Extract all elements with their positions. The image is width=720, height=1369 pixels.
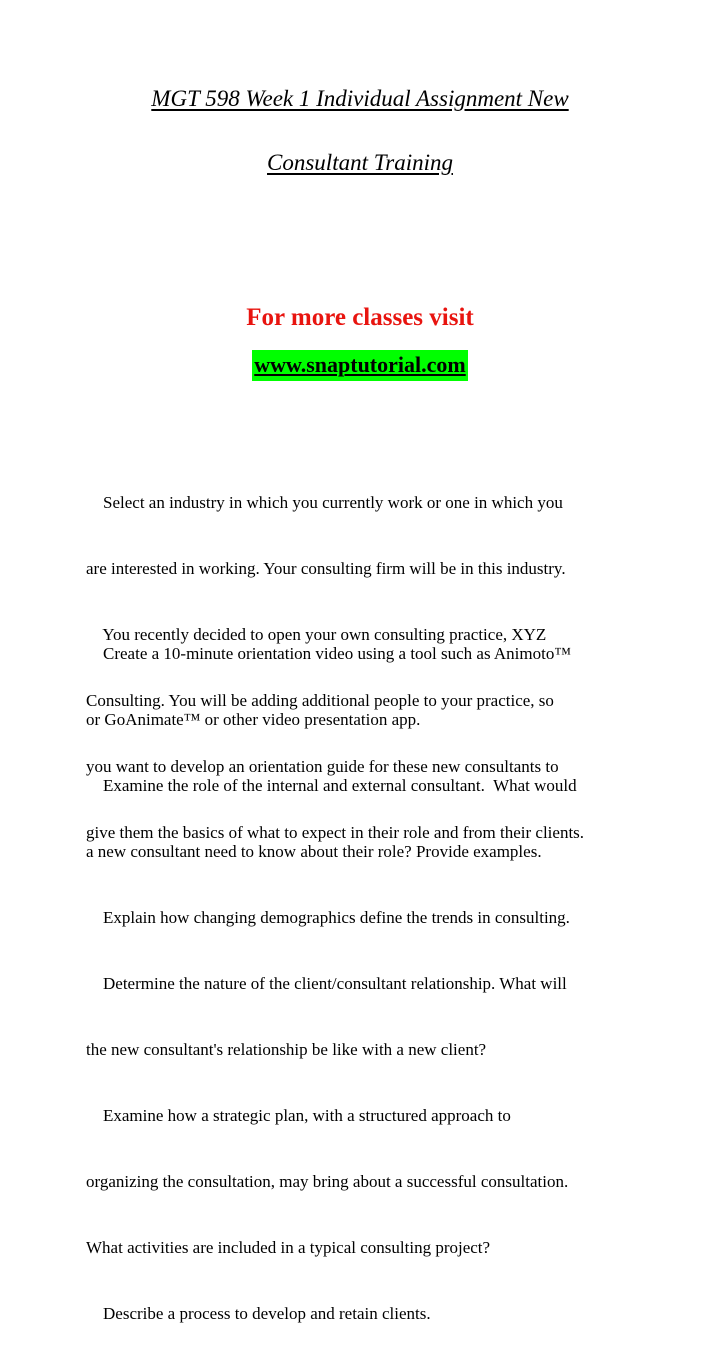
text-line: give them the basics of what to expect in their role and from their clients. [86,823,585,842]
text-line: the new consultant's relationship be like with a new client? [86,1040,487,1059]
document-title-line-2: Consultant Training [267,150,453,175]
instructions-paragraph-2 [86,599,706,1369]
text-line: a new consultant need to know about their role? Provide examples. [86,842,542,861]
text-line: Examine the role of the internal and external consultant. What would [86,776,577,795]
text-line: Describe a process to develop and retain clients. [86,1304,431,1323]
text-line: What activities are included in a typical consulting project? [86,1238,491,1257]
promo-website-link[interactable]: www.snaptutorial.com [252,350,467,381]
text-line: organizing the consultation, may bring about a successful consultation. [86,1172,569,1191]
text-line: you want to develop an orientation guide for these new consultants to [86,757,559,776]
promo-heading: For more classes visit [246,304,474,331]
text-line: Select an industry in which you currently work or one in which you [86,493,563,512]
text-line: Explain how changing demographics define the trends in consulting. [86,908,570,927]
text-line: Create a 10-minute orientation video using a tool such as Animoto™ [86,644,572,663]
text-line: are interested in working. Your consulting firm will be in this industry. [86,559,566,578]
text-line: Consulting. You will be adding additional people to your practice, so [86,691,554,710]
promo-link-container [0,350,720,381]
text-line: Determine the nature of the client/consultant relationship. What will [86,974,567,993]
document-title-line-1: MGT 598 Week 1 Individual Assignment New [151,86,569,111]
text-line: Examine how a strategic plan, with a structured approach to [86,1106,511,1125]
text-line: You recently decided to open your own consulting practice, XYZ [86,625,547,644]
text-line: or GoAnimate™ or other video presentation app. [86,710,421,729]
